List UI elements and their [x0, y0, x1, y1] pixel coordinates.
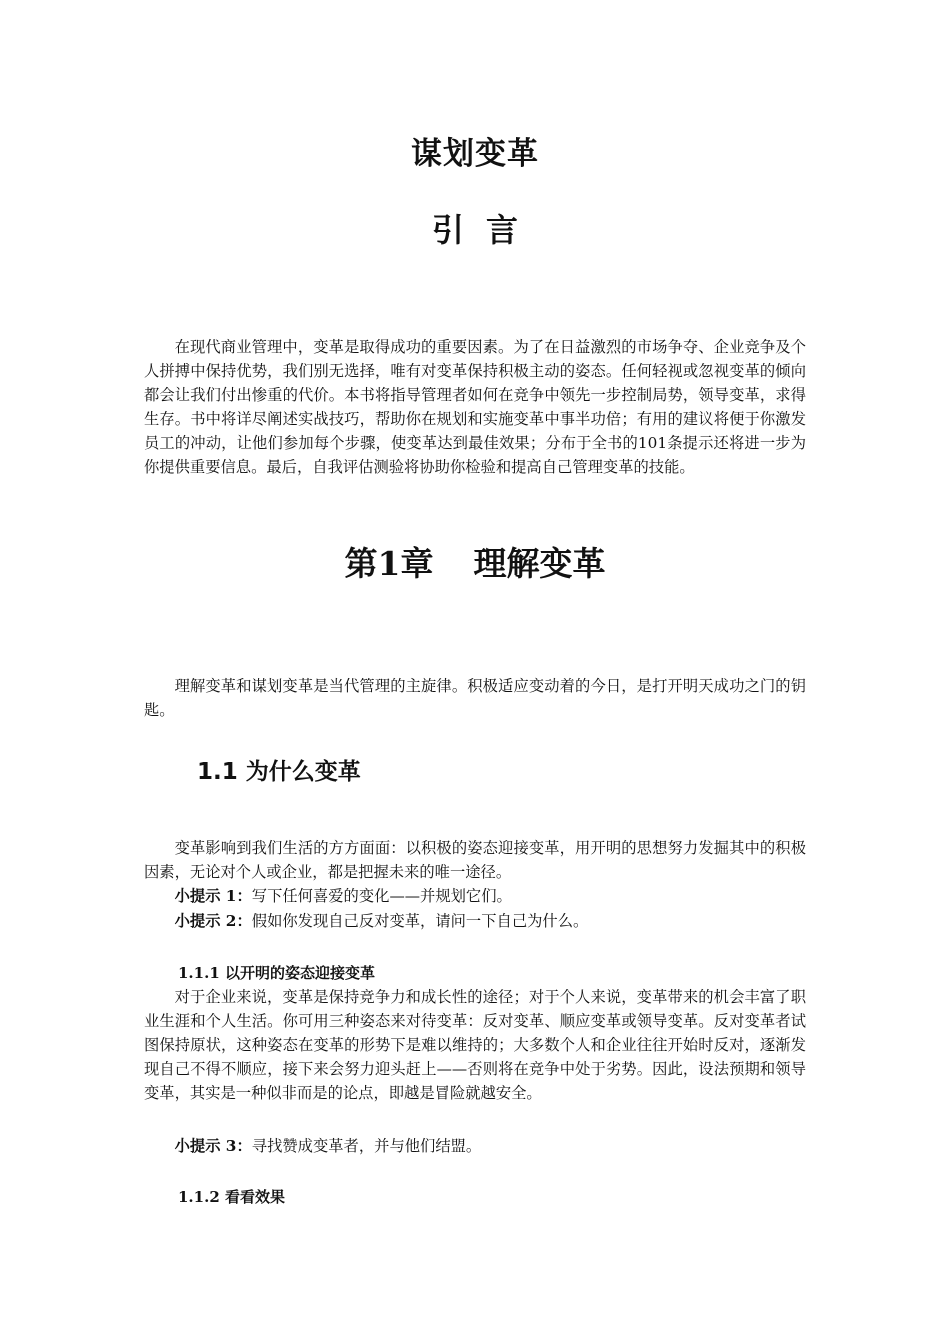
tip-3 [144, 1134, 806, 1158]
intro-heading: 引言 [431, 211, 540, 249]
tip-text: 假如你发现自己反对变革，请问一下自己为什么。 [251, 912, 589, 930]
tip-text: 寻找赞成变革者，并与他们结盟。 [251, 1137, 482, 1155]
tip-1 [144, 884, 806, 908]
tip-2 [144, 909, 806, 933]
chapter-intro-paragraph: 理解变革和谋划变革是当代管理的主旋律。积极适应变动着的今日，是打开明天成功之门的钥匙。 [144, 677, 806, 719]
tip-label: 小提示 2： [174, 912, 252, 930]
chapter-number: 第1章 [344, 544, 434, 583]
section-paragraph: 变革影响到我们生活的方方面面：以积极的姿态迎接变革，用开明的思想努力发掘其中的积极因素，无论对个人或企业，都是把握未来的唯一途径。 [144, 839, 806, 881]
subsection-heading-2: 1.1.2 看看效果 [178, 1188, 285, 1206]
subsection-heading-1: 1.1.1 以开明的姿态迎接变革 [178, 964, 375, 982]
section-heading: 1.1 为什么变革 [197, 759, 361, 785]
subsection-1-paragraph: 对于企业来说，变革是保持竞争力和成长性的途径；对于个人来说，变革带来的机会丰富了职业生涯和个人生活。你可用三种姿态来对待变革：反对变革、顺应变革或领导变革。反对变革者试图保持原状，这种姿态在变革的形势下是难以维持的；大多数个人和企业往往开始时反对，逐渐发现自己不得不顺应，接下来会努力迎头赶上——否则将在竞争中处于劣势。因此，设法预期和领导变革，其实是一种似非而是的论点，即越是冒险就越安全。 [144, 988, 806, 1102]
chapter-heading [0, 538, 950, 585]
book-title: 谋划变革 [411, 136, 539, 172]
tip-text: 写下任何喜爱的变化——并规划它们。 [251, 887, 512, 905]
chapter-name: 理解变革 [473, 544, 606, 583]
tip-label: 小提示 1： [174, 887, 252, 905]
tip-label: 小提示 3： [174, 1137, 252, 1155]
intro-paragraph: 在现代商业管理中，变革是取得成功的重要因素。为了在日益激烈的市场争夺、企业竞争及个人拼搏中保持优势，我们别无选择，唯有对变革保持积极主动的姿态。任何轻视或忽视变革的倾向都会让我们付出惨重的代价。本书将指导管理者如何在竞争中领先一步控制局势，领导变革，求得生存。书中将详尽阐述实战技巧，帮助你在规划和实施变革中事半功倍；有用的建议将便于你激发员工的冲动，让他们参加每个步骤，使变革达到最佳效果；分布于全书的101条提示还将进一步为你提供重要信息。最后，自我评估测验将协助你检验和提高自己管理变革的技能。 [144, 338, 806, 476]
